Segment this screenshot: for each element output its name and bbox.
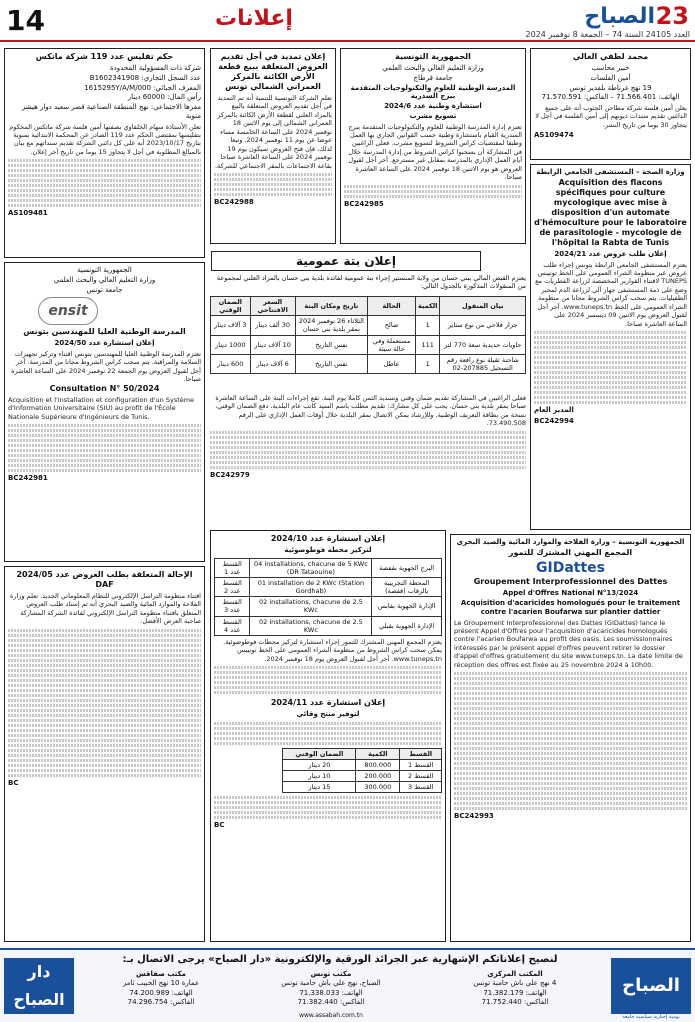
solar-table [214,558,442,636]
notice-title: إعلان استشارة عدد 2024/10 [270,534,386,543]
office-line: الصباح، نهج علي باش حامبة تونس [281,979,381,988]
text-lines [8,159,201,207]
notice-line: الهاتف: 71.566.401 – الفاكس: 71.570.591 [541,93,680,102]
table-cell: 10 آلاف دينار [250,335,295,354]
gidattes-logo: GIDattes [536,559,605,576]
auction-body-wrap [210,392,526,524]
table-cell: 111 [416,335,440,354]
table-cell: القسط عدد 1 [215,558,250,577]
notice-hospital-rabta [530,164,691,530]
footer-office [256,970,406,1008]
text-lines [8,424,201,472]
table-header: الضمان الوقتي [283,748,356,759]
notice-line: رأس المال: 60000 دينار [127,93,201,102]
table-header: تاريخ ومكان البتة [295,297,367,316]
notice-title-fr: Groupement Interprofessionnel des Dattes [473,577,668,587]
table-cell: المحطة التجريبية بالرقاب (قفصة) [372,578,442,597]
notice-body: تعتزم إدارة المدرسة الوطنية للعلوم والتكنولوجيات المتقدمة ببرج السدرية القيام باستشارة وطنية حسب القوانين الجاري بها العمل وطبقا لمقتضيات كراس الشروط لتسويغ مشرب. فعلى الراغبين في المشاركة أن يسحبوا كراس الشروط من إدارة المدرسة خلال أيام العمل الإداري بالمدرسة بمقابل غير مسترجع. آخر أجل لقبول العروض هو يوم الاثنين 18 نوفمبر 2024 على الساعة العاشرة صباحا. [348,122,522,182]
notice-line: جامعة تونس [86,285,123,294]
notice-line: أمين الفلسات [590,73,631,82]
table-cell: 02 installations, chacune de 2.5 KWc [250,616,372,635]
notice-subject: Acquisition d'acaricides homologués pour le traitement contre l'acarien Boufarwa sur plantier dattier [460,599,681,616]
table-cell: عاطل [368,354,416,373]
table-header: القسط [400,748,442,759]
logo-name: الصباح [584,4,655,29]
footer-title: لنصيح إعلاناتكم الإشهارية عبر الجرائد الورقية والإلكترونية «دار الصباح» يرجى الاتصال بـ: [122,954,558,965]
notice-title: حكم تفليس عدد 119 شركة ماتكس [35,52,174,61]
table-row [211,335,526,354]
table-cell: 6 آلاف دينار [250,354,295,373]
table-header: الكمية [416,297,440,316]
notice-title-ar: المجمع المهني المشترك للتمور [508,547,633,557]
office-name: مكتب صفاقس [135,970,187,978]
office-line: الهاتف: 74.200.989 [129,988,193,997]
notice-ref: BC242988 [214,197,254,206]
table-cell: 15 دينار [283,782,356,793]
notice-line: الجمهورية التونسية [77,266,132,274]
table-cell: 1 [416,316,440,335]
table-cell: القسط 2 [400,771,442,782]
notice-title-fr: Acquisition des flacons spécifiques pour culture mycologique avec mise à disposition d'un automate d'hémoculture pour le laboratoire de parasitologie - mycologie de l'hôpital la Rabta de Tunis [534,177,687,247]
office-line: الفاكس: 71.752.440 [481,998,549,1007]
text-lines [214,666,442,694]
table-row [215,578,442,597]
notice-line: استشارة وطنية عدد 2024/6 [384,102,482,110]
notice-fr-block [454,577,687,669]
notice-tuneps [4,566,205,942]
notice-bankruptcy [4,48,205,258]
office-line: الفاكس: 71.382.440 [297,998,365,1007]
notice-consult: إعلان طلب عروض عدد 2024/21 [554,249,667,258]
table-cell: الثلاثاء 26 نوفمبر 2024 بمقر بلدية بني حسان [295,316,367,335]
notice-title: المدرسة الوطنية العليا للمهندسين بتونس [23,327,186,337]
table-row [215,597,442,616]
notice-line: جامعة قرطاج [413,73,453,82]
notice-header: وزارة الصحة – المستشفى الجامعي الرابطة [536,168,685,176]
notice-body-fr: Acquisition et l'installation et configuration d'un Système d'Information Universitaire (SIU) au profit de l'École Nationale Supérieure d'Ingénieurs de Tunis. [8,395,195,421]
text-lines [214,722,442,745]
table-cell: 10 دينار [283,771,356,782]
notice-line: وزارة التعليم العالي والبحث العلمي [382,64,484,72]
notice-line: 19 نهج غرناطة بلفدير تونس [569,83,652,92]
notice-ensit [4,262,205,562]
ensit-logo: ensit [38,297,98,325]
notice-title: إعلان تمديد في أجل تقديم العروض المتعلقة ببيع قطعة الأرض الكائنة بالمركز العمراني الشمالي تونس [218,52,328,91]
auction-ref: BC242979 [210,470,250,479]
notice-fr-block [8,384,201,421]
notice-line: عدد السجل التجاري: B1602341908 [89,73,201,82]
notice-line: إعلان استشارة عدد 2024/50 [54,339,155,348]
table-cell: مستعملة وفي حالة سيئة [368,335,416,354]
notice-ref: BC242994 [534,416,574,425]
issue-line: العدد 24105 السنة 74 – الجمعة 8 نوفمبر 2024 [525,30,690,39]
table-cell: القسط عدد 3 [215,597,250,616]
notice-fr-block [534,178,687,248]
table-row [215,558,442,577]
table-cell: نفس التاريخ [295,354,367,373]
logo-number: 23 [655,2,689,30]
office-line: الهاتف: 71.382.179 [483,988,547,997]
notice-title-2: إعلان استشارة عدد 2024/11 [270,698,386,708]
table-header: بيان المنقول [440,297,526,316]
text-lines [214,173,332,196]
office-name: مكتب تونس [310,970,352,978]
table-header-row [211,297,526,316]
notice-ref: BC242981 [8,474,48,483]
notice-ref: BC242993 [454,812,494,821]
table-cell: 1 [416,354,440,373]
notice-gdattes [450,534,691,942]
table-cell: 30 ألف دينار [250,316,295,335]
notice-ref: AS109474 [534,131,574,140]
footer-office [86,970,236,1008]
footer-banner [0,948,695,1022]
table-cell: نفس التاريخ [295,335,367,354]
table-cell: 200.000 [356,771,400,782]
office-name: المكتب المركزي [487,970,543,978]
table-cell: حاويات حديدية سعة 770 لتر [440,335,526,354]
table-cell: صالح [368,316,416,335]
notice-ref: BC [8,778,19,787]
footer-office [440,970,590,1008]
footer-tagline: يومية إخبارية سياسية جامعة [622,1014,680,1020]
auction-table [210,296,526,374]
table-cell: القسط 3 [400,782,442,793]
notice-solar [210,530,446,942]
office-line: عمارة 10 نهج الحبيب ثامر [122,979,200,988]
table-cell: 04 installations, chacune de 5 KWc (DR Tataouine) [250,558,372,577]
notice-title: الجمهورية التونسية [395,52,471,61]
notice-line: المعرف الجبائي: 1615295Y/A/M/000 [84,83,201,92]
notice-line: وزارة التعليم العالي والبحث العلمي [53,275,156,284]
table-cell: الإدارة الجهوية بقبلي [372,616,442,635]
table-header-row [283,748,442,759]
table-row [283,782,442,793]
table-row [211,354,526,373]
notice-line: مقرها الاجتماعي: نهج المنطقة الصناعية قصر سعيد دوار هيشر منوبة [21,103,201,120]
notice-body: يعتزم المستشفى الجامعي الرابطة بتونس إجراء طلب عروض عبر منظومة الشراء العمومي على الخط تونيبس TUNEPS لاقتناء القوارير المخصصة لزراعة الفطريات مع وضع على ذمة المستشفى جهاز آلي لزراعة الدم لمخبر الطفيليات. يتم سحب كراس الشروط مجانا من منظومة الشراء العمومي على الخط www.tuneps.tn. آخر أجل لقبول العروض يوم الاثنين 09 ديسمبر 2024 على الساعة العاشرة صباحا. [535,260,687,328]
notice-subtitle: لتركيز محطة فوطوضوئية [284,546,372,554]
table-cell: جرار فلاحي من نوع ستاير [440,316,526,335]
notice-body: يعتزم المجمع المهني المشترك للتمور إجراء استشارة لتركيز محطات فوطوضوئية. يمكن سحب كراس الشروط من منظومة الشراء العمومي على الخط تونيبس www.tuneps.tn. آخر أجل لقبول العروض يوم 18 نوفمبر 2024. [223,637,442,663]
table-cell: 01 installation de 2 KWc (Station Gordhab) [250,578,372,597]
table-header: الحالة [368,297,416,316]
page-number: 14 [6,4,45,37]
notice-body: تعلن الأستاذة سهام الخلفاوي بصفتها أمين فلسة شركة ماتكس المحكوم بتفليسها بمقتضى الحكم عدد 119 الصادر عن المحكمة الابتدائية بمنوبة بتاريخ 2023/10/17 أنه على كل دائني الشركة تقديم سنداتهم مع بيان بالمبالغ المطلوبة في أجل لا يتجاوز 15 يوما من تاريخ آخر إعلان. [9,122,201,156]
table-cell: 1000 دينار [211,335,251,354]
notice-ref: AS109481 [8,209,48,218]
footer-web: www.assabah.com.tn [299,1012,363,1019]
footer-brand-right: الصباح [611,958,691,1014]
text-lines [210,431,526,469]
notice-line: تسويغ مشرب [409,111,457,120]
table-cell: البرج الجهوية بقفصة [372,558,442,577]
notice-line: خبير محاسب [591,64,630,72]
table-cell: 600 دينار [211,354,251,373]
auction-intro: يعتزم القبض المالي ببني حسان من ولاية المنستير إجراء بتة عمومية لفائدة بلدية بني حسان بالمزاد العلني لمجموعة من المنقولات المذكورة بالجدول التالي: [216,274,526,291]
auction-table-wrap [210,296,526,386]
table-cell: 20 دينار [283,759,356,770]
table-cell: القسط 1 [400,759,442,770]
text-lines [454,672,687,810]
table-cell: 800.000 [356,759,400,770]
notice-director [530,48,691,160]
notice-body: تعلم الشركة التونسية للتنمية أنه تم التمديد في أجل تقديم العروض المتعلقة بالبيع بالمزاد العلني لقطعة الأرض الكائنة بالمركز العمراني الشمالي إلى يوم الاثنين 18 نوفمبر 2024 على الساعة الخامسة مساء عوضا عن يوم 11 نوفمبر 2024. وتبعا لذلك، فإن فتح العروض سيكون يوم 19 نوفمبر 2024 على الساعة العاشرة صباحا بقاعة الاجتماعات بالمقر الاجتماعي للشركة. [214,94,332,170]
table-cell: 3 آلاف دينار [211,316,251,335]
table-row [215,616,442,635]
text-lines [344,185,522,198]
table-header: السعر الافتتاحي [250,297,295,316]
notice-signature: المدير العام [534,406,574,414]
notice-title: الإحالة المتعلقة بطلب العروض عدد 2024/05 DAF [16,570,193,589]
office-line: الهاتف: 71.338.033 [299,988,363,997]
table-cell: 02 installations, chacune de 2.5 KWc [250,597,372,616]
notice-body: يعلن أمين فلسة شركة مطاحن الجنوب أنه على جميع الدائنين تقديم سندات ديونهم إلى أمين الفلسة في أجل لا يتجاوز 30 يوما من تاريخ النشر. [535,104,687,129]
notice-body: اقتناء منظومة التراسل الإلكتروني للنظام المعلوماتي الجديد. تعلم وزارة الفلاحة والموارد المائية والصيد البحري أنه تم إسناد طلب العروض المتعلق باقتناء منظومة التراسل الإلكتروني لفائدة الشركة المشاركة صاحبة العرض الأفضل. [9,592,201,626]
table-row [283,759,442,770]
section-title: إعلانات [215,6,293,31]
notice-body: Le Groupement Interprofessionnel des Dattes (GIDattes) lance le présent Appel d'Offres pour l'acquisition d'acaricides homologués contre l'acarien Boufarwa au profit des oasis. Les soumissionnaires intéressés par le présent appel d'offres peuvent retirer le dossier d'appel d'offres gratuitement du site www.tuneps.tn. La date limite de réception des offres est fixée au 25 novembre 2024 à 10h00. [454,618,683,669]
table-cell: القسط عدد 2 [215,578,250,597]
notice-header: الجمهورية التونسية – وزارة الفلاحة والموارد المائية والصيد البحري [456,538,685,546]
table-row [283,771,442,782]
table-cell: القسط عدد 4 [215,616,250,635]
notice-line: المدرسة الوطنية للعلوم والتكنولوجيات المتقدمة ببرج السدرية [350,83,516,101]
office-line: الفاكس: 74.296.754 [127,998,195,1007]
table-cell: شاحنة ثقيلة نوع رافعة رقم التسجيل 207885-02 [440,354,526,373]
table-row [211,316,526,335]
newspaper-logo [539,2,689,32]
notice-title-fr: Consultation N° 50/2024 [49,383,160,393]
notice-ref: BC [214,821,225,830]
table-header: الكمية [356,748,400,759]
text-lines [534,331,687,404]
table-header: الضمان الوقتي [211,297,251,316]
office-line: 4 نهج علي باش حامبة تونس [473,979,557,988]
auction-body: فعلى الراغبين في المشاركة تقديم ضمان وقتي وتسديد الثمن كاملا يوم البتة. تقع إجراءات البتة على الساعة العاشرة صباحا بمقر بلدية بني حسان. يجب على كل مشارك: تقديم مطلب باسم السيد كاتب عام البلدية، دفع الضمان الوقتي، نسخة من بطاقة التعريف الوطنية. وللإرشاد يمكن الاتصال بمقر البلدية خلال أوقات العمل الإداري على الرقم 73.490.508. [215,394,526,428]
auction-title: إعلان بتة عمومية [211,251,481,271]
notice-body-ar: تعتزم المدرسة الوطنية العليا للمهندسين بتونس اقتناء وتركيز تجهيزات السلامة والمراقبة. يتم سحب كراس الشروط مجانا من المدرسة. آخر أجل لقبول العروض يوم الجمعة 22 نوفمبر 2024 على الساعة العاشرة صباحا. [11,350,201,384]
page-header [0,0,695,42]
text-lines [8,629,201,777]
footer-brand-left: دار الصباح [4,958,74,1014]
notice-title: محمد لطفي الغالي [572,52,649,61]
table-cell: الإدارة الجهوية بقابس [372,597,442,616]
notice-tender-ministry [340,48,526,244]
notice-appel: Appel d'Offres National N°13/2024 [502,589,639,598]
notice-extension [210,48,336,244]
table-cell: 300.000 [356,782,400,793]
notice-line: شركة ذات المسؤولية المحدودة [110,64,201,72]
logo-area [8,295,201,327]
product-table [282,748,442,794]
notice-subtitle-2: لتوفير منتج وقائي [296,710,360,719]
text-lines [214,796,442,819]
notice-ref: BC242985 [344,199,384,208]
